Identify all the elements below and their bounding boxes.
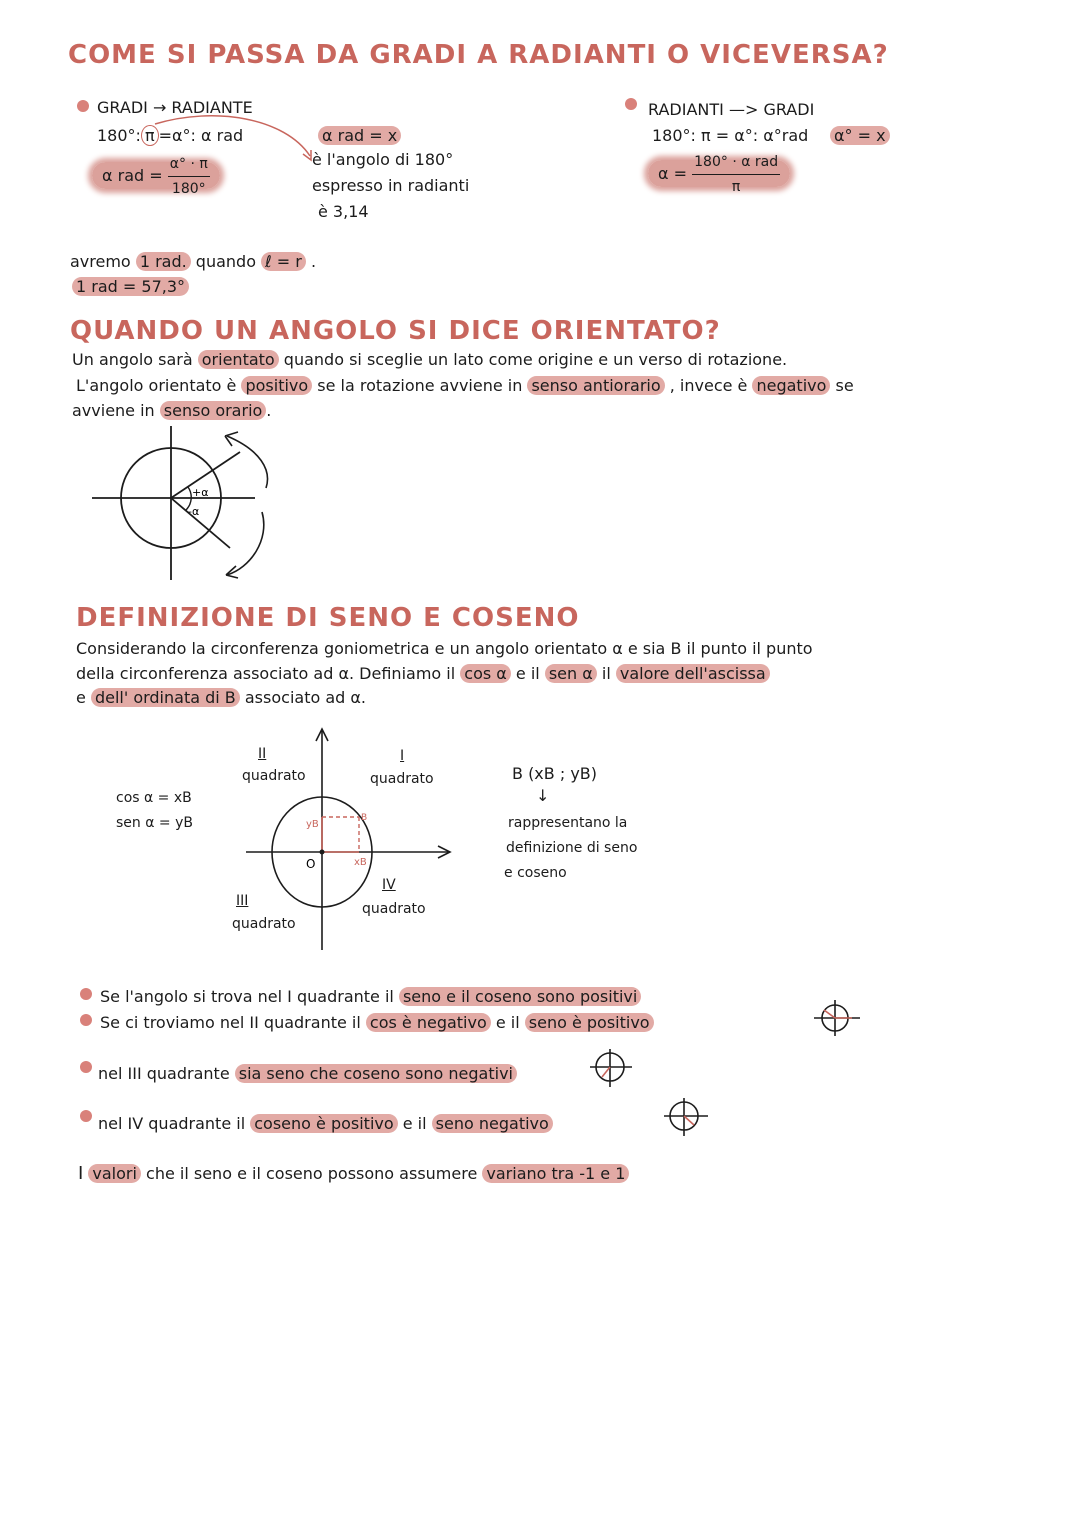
section-title-degrees-radians: COME SI PASSA DA GRADI A RADIANTI O VICEVERSA? xyxy=(68,40,889,70)
text: . xyxy=(310,252,317,271)
line-one-radian xyxy=(70,250,316,274)
text: e il xyxy=(495,1013,520,1032)
quadrant-4-label: quadrato xyxy=(362,901,426,917)
quadrant-3-number: III xyxy=(236,893,249,909)
highlight: α° = x xyxy=(830,126,890,145)
text: avviene in xyxy=(72,401,155,420)
highlight: cos α xyxy=(460,664,511,683)
note-line-2: espresso in radianti xyxy=(312,176,470,195)
bullet-quadrant-4 xyxy=(98,1112,553,1136)
bullet-dot xyxy=(80,1014,92,1026)
bullet-dot xyxy=(80,1110,92,1122)
text: se la rotazione avviene in xyxy=(317,376,523,395)
text: se xyxy=(835,376,854,395)
section-title-sine-cosine: DEFINIZIONE DI SENO E COSENO xyxy=(76,603,580,633)
text: quando si sceglie un lato come origine e un verso di rotazione. xyxy=(283,350,788,369)
text: Se ci troviamo nel II quadrante il xyxy=(100,1013,361,1032)
label-xb: xB xyxy=(354,857,367,868)
fraction-denominator: 180° xyxy=(171,181,206,197)
text: associato ad α. xyxy=(244,688,367,707)
fraction xyxy=(692,150,780,199)
equation-sen: sen α = yB xyxy=(116,815,193,831)
label-origin: O xyxy=(306,857,316,871)
final-statement xyxy=(78,1162,629,1186)
formula-highlight xyxy=(648,154,790,195)
formula-lhs: α = xyxy=(658,164,688,183)
text: I xyxy=(78,1163,84,1184)
heading-radians-to-degrees: RADIANTI —> GRADI xyxy=(648,100,815,119)
oriented-angle-diagram xyxy=(80,420,280,590)
quadrant-1-number: I xyxy=(400,748,405,764)
proportion-part: =α°: α rad xyxy=(158,126,244,145)
quadrant-2-number: II xyxy=(258,746,267,762)
text: e il xyxy=(402,1114,427,1133)
formula-alpha-deg xyxy=(648,150,790,199)
highlight: cos è negativo xyxy=(366,1013,491,1032)
text: , invece è xyxy=(669,376,748,395)
highlight: negativo xyxy=(752,376,830,395)
definition-line-1: Considerando la circonferenza goniometrica e un angolo orientato α e sia B il punto il punto xyxy=(76,639,813,658)
equation-cos: cos α = xB xyxy=(116,790,192,806)
proportion-part: 180°: xyxy=(97,126,141,145)
quadrant-2-mini-circle-icon xyxy=(812,998,862,1038)
highlight: sen α xyxy=(545,664,597,683)
quadrant-3-label: quadrato xyxy=(232,916,296,932)
highlight: variano tra -1 e 1 xyxy=(482,1164,629,1183)
highlight: 1 rad = 57,3° xyxy=(72,277,189,296)
text: . xyxy=(266,401,272,420)
bullet-dot xyxy=(625,98,637,110)
text: Se l'angolo si trova nel I quadrante il xyxy=(100,987,394,1006)
right-note-line-1: rappresentano la xyxy=(508,815,628,831)
bullet-quadrant-3 xyxy=(98,1062,517,1086)
text: nel IV quadrante il xyxy=(98,1114,246,1133)
fraction-numerator: α° · π xyxy=(168,152,210,177)
quadrant-4-mini-circle-icon xyxy=(662,1096,712,1138)
line-rad-value xyxy=(72,275,189,299)
proportion-radians-to-degrees: 180°: π = α°: α°rad xyxy=(652,126,809,145)
text: nel III quadrante xyxy=(98,1064,230,1083)
paragraph-line-1 xyxy=(72,348,787,372)
highlight: seno negativo xyxy=(432,1114,553,1133)
label-point-b: B xyxy=(361,813,368,823)
highlight: seno e il coseno sono positivi xyxy=(399,987,641,1006)
note-line-1: è l'angolo di 180° xyxy=(312,150,454,169)
highlight: 1 rad. xyxy=(136,252,191,271)
highlight: sia seno che coseno sono negativi xyxy=(235,1064,517,1083)
fraction-numerator: 180° · α rad xyxy=(692,150,780,175)
text: avremo xyxy=(70,252,131,271)
quadrant-4-number: IV xyxy=(382,877,396,893)
highlight: senso antiorario xyxy=(527,376,664,395)
highlight: seno è positivo xyxy=(525,1013,654,1032)
text: e xyxy=(76,688,86,707)
bullet-quadrant-2 xyxy=(100,1011,654,1035)
label-yb: yB xyxy=(306,819,319,830)
paragraph-line-2 xyxy=(76,374,854,398)
quadrant-2-label: quadrato xyxy=(242,768,306,784)
curved-arrow-icon xyxy=(145,118,325,168)
definition-line-2 xyxy=(76,662,770,686)
bullet-dot xyxy=(80,1061,92,1073)
label-negative-alpha: -α xyxy=(188,505,200,518)
highlight: ℓ = r xyxy=(261,252,306,271)
label-positive-alpha: +α xyxy=(192,486,209,499)
text: che il seno e il coseno possono assumere xyxy=(146,1164,478,1183)
quadrant-1-label: quadrato xyxy=(370,771,434,787)
formula-lhs: α rad = xyxy=(102,166,163,185)
pi-circled: π xyxy=(141,125,159,146)
fraction-denominator: π xyxy=(731,179,741,195)
highlight: positivo xyxy=(241,376,312,395)
bullet-dot xyxy=(80,988,92,1000)
text: quando xyxy=(195,252,256,271)
right-note-line-2: definizione di seno xyxy=(506,840,638,856)
highlight: coseno è positivo xyxy=(250,1114,397,1133)
definition-line-3 xyxy=(76,686,366,710)
down-arrow-icon: ↓ xyxy=(536,786,550,805)
text: L'angolo orientato è xyxy=(76,376,237,395)
highlight: senso orario xyxy=(160,401,267,420)
quadrant-3-mini-circle-icon xyxy=(588,1047,638,1089)
text: Un angolo sarà xyxy=(72,350,193,369)
highlight: orientato xyxy=(198,350,279,369)
point-b-coordinates: B (xB ; yB) xyxy=(512,764,597,783)
highlight: α rad = x xyxy=(318,126,401,145)
heading-degrees-to-radians: GRADI → RADIANTE xyxy=(97,98,253,117)
section-title-oriented-angle: QUANDO UN ANGOLO SI DICE ORIENTATO? xyxy=(70,316,721,346)
note-highlight-alpha-deg xyxy=(830,124,890,148)
text: e il xyxy=(515,664,540,683)
highlight: dell' ordinata di B xyxy=(91,688,240,707)
highlight: valori xyxy=(88,1164,141,1183)
text: della circonferenza associato ad α. Definiamo il xyxy=(76,664,456,683)
text: il xyxy=(601,664,611,683)
bullet-dot xyxy=(77,100,89,112)
highlight: valore dell'ascissa xyxy=(616,664,770,683)
right-note-line-3: e coseno xyxy=(504,865,567,881)
bullet-quadrant-1 xyxy=(100,985,641,1009)
note-highlight-alpha-rad xyxy=(318,124,401,148)
note-line-3: è 3,14 xyxy=(318,202,369,221)
